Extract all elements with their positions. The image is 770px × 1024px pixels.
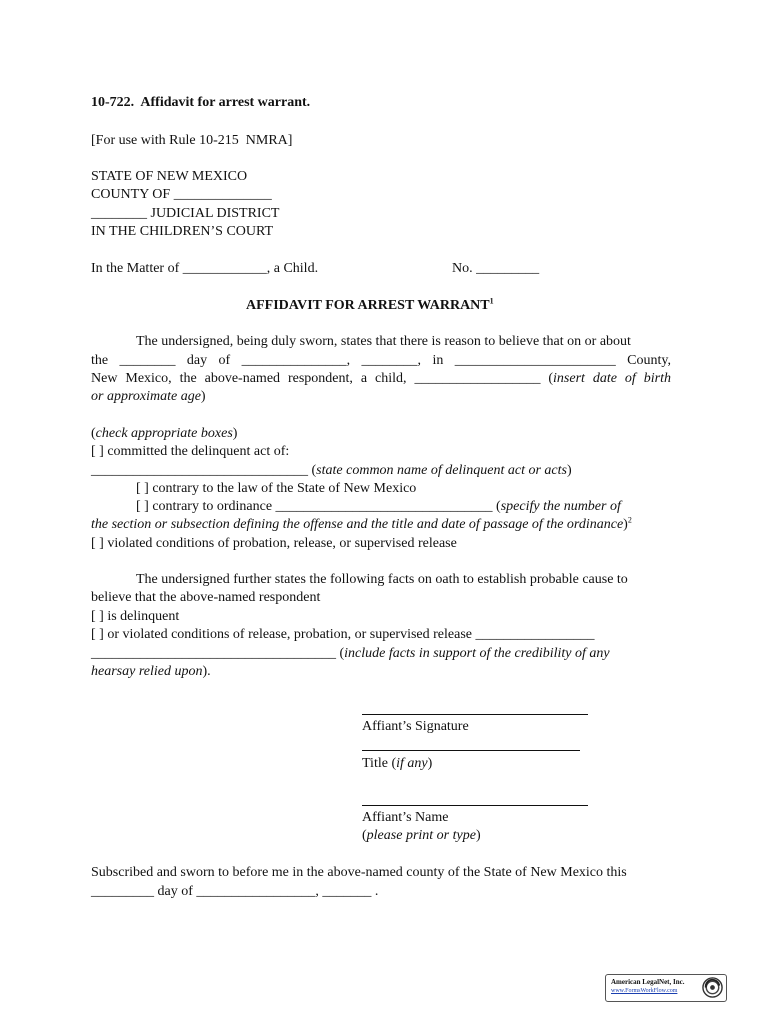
jurat-line2: _________ day of _________________, _______ . <box>91 884 379 899</box>
ordinance-description: the section or subsection defining the offense and the title and date of passage of the ordinance)$^2$ <box>91 515 632 532</box>
check-violated-probation: [ ] violated conditions of probation, release, or supervised release <box>91 536 457 551</box>
caption-court: IN THE CHILDREN’S COURT <box>91 224 274 239</box>
american-legalnet-logo <box>605 974 727 1002</box>
para2-line1: The undersigned further states the following facts on oath to establish probable cause to <box>136 572 628 587</box>
para1-line3: New Mexico, the above-named respondent, a child, __________________ (insert date of birth <box>91 371 671 386</box>
para1-line4: or approximate age) <box>91 389 206 404</box>
logo-url-link[interactable]: www.FormsWorkFlow.com <box>611 988 678 994</box>
para1-line1: The undersigned, being duly sworn, states that there is reason to believe that on or about <box>136 334 631 349</box>
para1-line2: the ________ day of _______________, ________, in _______________________ County, <box>91 353 671 368</box>
name-line <box>362 805 588 806</box>
affidavit-title: AFFIDAVIT FOR ARREST WARRANT$^1$ <box>246 296 494 313</box>
title-label: Title (if any) <box>362 756 433 771</box>
check-contrary-ordinance: [ ] contrary to ordinance _______________________________ (specify the number of <box>136 499 621 514</box>
logo-company: American LegalNet, Inc. <box>611 978 685 986</box>
hearsay-line: hearsay relied upon). <box>91 664 211 679</box>
title-line <box>362 750 580 751</box>
affiant-name-label: Affiant’s Name <box>362 810 449 825</box>
case-number: No. _________ <box>452 261 540 276</box>
check-violated-release: [ ] or violated conditions of release, probation, or supervised release _________________ <box>91 627 595 642</box>
check-contrary-law: [ ] contrary to the law of the State of New Mexico <box>136 481 417 496</box>
delinquent-act-line: _______________________________ (state common name of delinquent act or acts) <box>91 463 572 478</box>
globe-icon <box>702 977 723 998</box>
caption-county: COUNTY OF ______________ <box>91 187 272 202</box>
matter-line: In the Matter of ____________, a Child. <box>91 261 319 276</box>
caption-district: ________ JUDICIAL DISTRICT <box>91 206 280 221</box>
check-committed: [ ] committed the delinquent act of: <box>91 444 290 459</box>
check-intro: (check appropriate boxes) <box>91 426 238 441</box>
facts-line: ___________________________________ (include facts in support of the credibility of any <box>91 646 610 661</box>
rule-note: [For use with Rule 10-215 NMRA] <box>91 133 293 148</box>
print-or-type-note: (please print or type) <box>362 828 481 843</box>
check-is-delinquent: [ ] is delinquent <box>91 609 180 624</box>
form-heading: 10-722. Affidavit for arrest warrant. <box>91 95 311 110</box>
affiant-signature-label: Affiant’s Signature <box>362 719 469 734</box>
para2-line2: believe that the above-named respondent <box>91 590 321 605</box>
caption-state: STATE OF NEW MEXICO <box>91 169 248 184</box>
footnote-marker: 1 <box>489 296 494 306</box>
jurat-line1: Subscribed and sworn to before me in the above-named county of the State of New Mexico this <box>91 865 627 880</box>
signature-line <box>362 714 588 715</box>
